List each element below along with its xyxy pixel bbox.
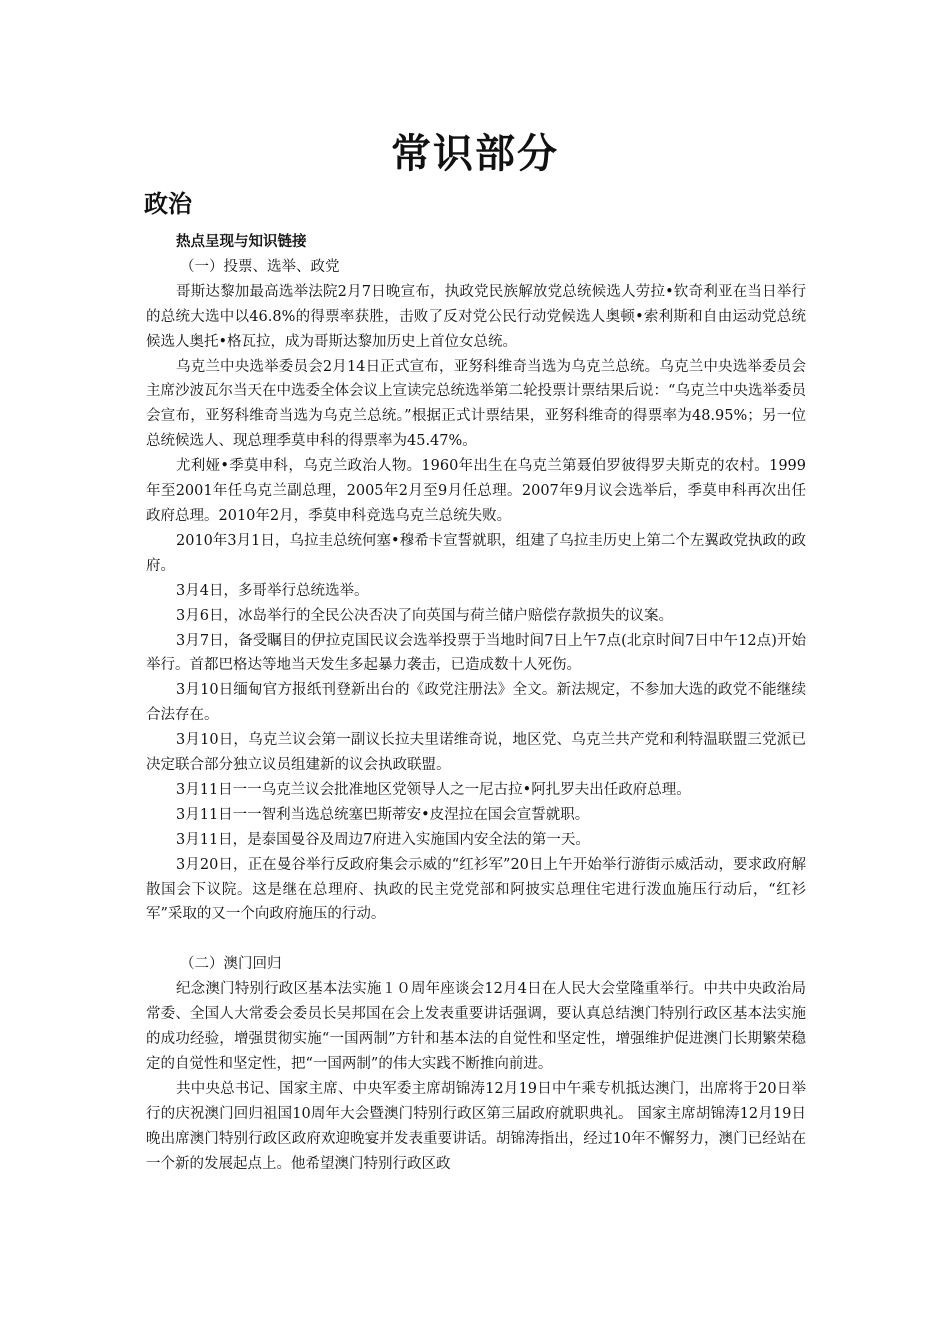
section-heading: 政治	[144, 190, 192, 218]
document-title: 常识部分	[391, 131, 559, 177]
paragraph: 乌克兰中央选举委员会2月14日正式宣布，亚努科维奇当选为乌克兰总统。乌克兰中央选举委员会主席沙波瓦尔当天在中选委全体会议上宣读完总统选举第二轮投票计票结果后说：“乌克兰中央选举委员会宣布，亚努科维奇当选为乌克兰总统。”根据正式计票结果，亚努科维奇的得票率为48.95%；另一位总统候选人、现总理季莫申科的得票率为45.47%。	[146, 358, 806, 450]
paragraph: 3月11日，是泰国曼谷及周边7府进入实施国内安全法的第一天。	[176, 831, 590, 848]
paragraph: 3月11日一一乌克兰议会批准地区党领导人之一尼古拉•阿扎罗夫出任政府总理。	[176, 781, 691, 798]
paragraph: 纪念澳门特别行政区基本法实施１０周年座谈会12月4日在人民大会堂隆重举行。中共中央政治局常委、全国人大常委会委员长吴邦国在会上发表重要讲话强调，要认真总结澳门特别行政区基本法实施的成功经验，增强贯彻实施“一国两制”方针和基本法的自觉性和坚定性，增强维护促进澳门长期繁荣稳定的自觉性和坚定性，把“一国两制”的伟大实践不断推向前进。	[146, 981, 806, 1072]
paragraph: 3月6日，冰岛举行的全民公决否决了向英国与荷兰储户赔偿存款损失的议案。	[176, 607, 673, 624]
part2-heading: （二）澳门回归	[180, 956, 282, 973]
paragraph: 3月7日，备受瞩目的伊拉克国民议会选举投票于当地时间7日上午7点(北京时间7日中午12点)开始举行。首都巴格达等地当天发生多起暴力袭击，已造成数十人死伤。	[146, 632, 806, 674]
document-body	[146, 230, 806, 1176]
paragraph: 3月20日，正在曼谷举行反政府集会示威的“红衫军”20日上午开始举行游街示威活动，要求政府解散国会下议院。这是继在总理府、执政的民主党党部和阿披实总理住宅进行泼血施压行动后，“红衫军”采取的又一个向政府施压的行动。	[146, 856, 806, 923]
blank-line	[146, 927, 806, 952]
paragraph: 哥斯达黎加最高选举法院2月7日晚宣布，执政党民族解放党总统候选人劳拉•钦奇利亚在当日举行的总统大选中以46.8%的得票率获胜，击败了反对党公民行动党候选人奥顿•索利斯和自由运动党总统候选人奥托•格瓦拉，成为哥斯达黎加历史上首位女总统。	[146, 283, 806, 350]
paragraph: 3月4日，多哥举行总统选举。	[176, 582, 369, 599]
paragraph: 3月10日缅甸官方报纸刊登新出台的《政党注册法》全文。新法规定，不参加大选的政党不能继续合法存在。	[146, 682, 806, 724]
paragraph: 3月11日一一智利当选总统塞巴斯蒂安•皮涅拉在国会宣誓就职。	[176, 806, 590, 823]
part1-heading: （一）投票、选举、政党	[180, 258, 340, 275]
paragraph: 2010年3月1日，乌拉圭总统何塞•穆希卡宣誓就职，组建了乌拉圭历史上第二个左翼政党执政的政府。	[146, 532, 806, 574]
paragraph: 3月10日，乌克兰议会第一副议长拉夫里诺维奇说，地区党、乌克兰共产党和利特温联盟三党派已决定联合部分独立议员组建新的议会执政联盟。	[146, 732, 806, 774]
paragraph: 尤利娅•季莫申科，乌克兰政治人物。1960年出生在乌克兰第聂伯罗彼得罗夫斯克的农村。1999年至2001年任乌克兰副总理，2005年2月至9月任总理。2007年9月议会选举后，季莫申科再次出任政府总理。2010年2月，季莫申科竞选乌克兰总统失败。	[146, 458, 806, 524]
paragraph: 共中央总书记、国家主席、中央军委主席胡锦涛12月19日中午乘专机抵达澳门，出席将于20日举行的庆祝澳门回归祖国10周年大会暨澳门特别行政区第三届政府就职典礼。 国家主席胡锦涛12月19日晚出席澳门特别行政区政府欢迎晚宴并发表重要讲话。胡锦涛指出，经过10年不懈努力，澳门已经站在一个新的发展起点上。他希望澳门特别行政区政	[146, 1080, 806, 1172]
subheading: 热点呈现与知识链接	[176, 234, 307, 250]
